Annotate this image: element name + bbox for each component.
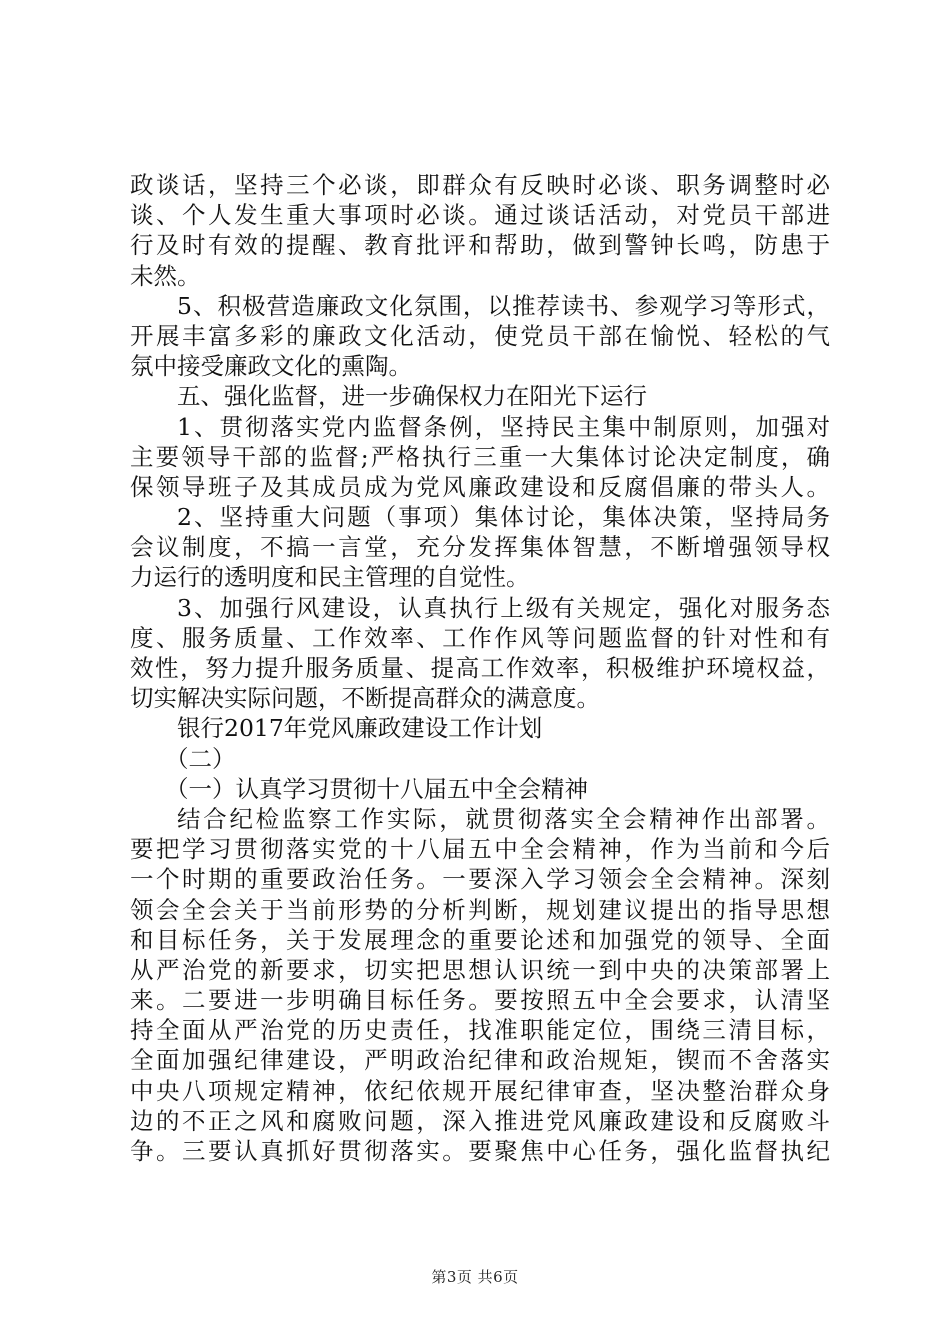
text-line: 保领导班子及其成员成为党风廉政建设和反腐倡廉的带头人。 [130, 472, 830, 501]
text-line: 度、服务质量、工作效率、工作作风等问题监督的针对性和有 [130, 623, 830, 652]
text-line: 效性，努力提升服务质量、提高工作效率，积极维护环境权益， [130, 654, 830, 682]
text-line: 要把学习贯彻落实党的十八届五中全会精神，作为当前和今后 [130, 835, 830, 864]
document-body [130, 170, 830, 1166]
text-line: 银行2017年党风廉政建设工作计划 [177, 714, 543, 743]
text-line: 开展丰富多彩的廉政文化活动，使党员干部在愉悦、轻松的气 [130, 321, 830, 350]
text-line: 氛中接受廉政文化的熏陶。 [130, 352, 412, 381]
text-line: 领会全会关于当前形势的分析判断，规划建议提出的指导思想 [130, 895, 830, 924]
text-line: 5、积极营造廉政文化氛围，以推荐读书、参观学习等形式， [177, 291, 830, 320]
text-line: 五、强化监督，进一步确保权力在阳光下运行 [177, 382, 647, 411]
text-line: 行及时有效的提醒、教育批评和帮助，做到警钟长鸣，防患于 [130, 231, 830, 260]
text-line: 一个时期的重要政治任务。一要深入学习领会全会精神。深刻 [130, 865, 830, 894]
text-line: （二） [165, 744, 236, 773]
text-line: （一）认真学习贯彻十八届五中全会精神 [165, 774, 588, 803]
text-line: 来。二要进一步明确目标任务。要按照五中全会要求，认清坚 [130, 986, 830, 1015]
text-line: 力运行的透明度和民主管理的自觉性。 [130, 563, 530, 592]
text-line: 边的不正之风和腐败问题，深入推进党风廉政建设和反腐败斗 [130, 1106, 830, 1135]
text-line: 和目标任务，关于发展理念的重要论述和加强党的领导、全面 [130, 925, 830, 954]
text-line: 结合纪检监察工作实际，就贯彻落实全会精神作出部署。 [177, 804, 830, 833]
page-footer: 第3页 共6页 [431, 1268, 519, 1286]
text-line: 3、加强行风建设，认真执行上级有关规定，强化对服务态 [177, 593, 830, 622]
text-line: 未然。 [130, 261, 201, 290]
text-line: 全面加强纪律建设，严明政治纪律和政治规矩，锲而不舍落实 [130, 1046, 830, 1075]
text-line: 会议制度，不搞一言堂，充分发挥集体智慧，不断增强领导权 [130, 533, 830, 562]
text-line: 持全面从严治党的历史责任，找准职能定位，围绕三清目标， [130, 1016, 830, 1045]
text-line: 从严治党的新要求，切实把思想认识统一到中央的决策部署上 [130, 955, 830, 984]
text-line: 中央八项规定精神，依纪依规开展纪律审查，坚决整治群众身 [130, 1076, 830, 1105]
text-line: 2、坚持重大问题（事项）集体讨论，集体决策，坚持局务 [177, 503, 830, 532]
text-line: 1、贯彻落实党内监督条例，坚持民主集中制原则，加强对 [177, 412, 830, 441]
text-line: 主要领导干部的监督;严格执行三重一大集体讨论决定制度，确 [130, 442, 830, 471]
text-line: 政谈话，坚持三个必谈，即群众有反映时必谈、职务调整时必 [130, 171, 830, 199]
text-line: 谈、个人发生重大事项时必谈。通过谈话活动，对党员干部进 [130, 201, 830, 230]
text-line: 争。三要认真抓好贯彻落实。要聚焦中心任务，强化监督执纪 [130, 1137, 830, 1165]
text-line: 切实解决实际问题，不断提高群众的满意度。 [130, 684, 600, 713]
